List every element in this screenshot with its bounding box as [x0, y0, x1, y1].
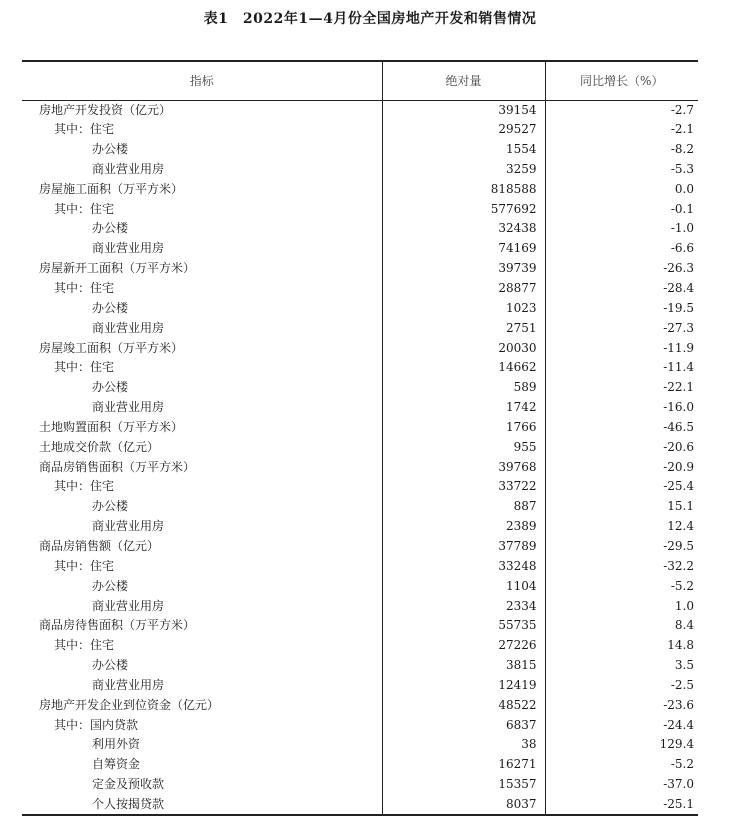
table-row: [22, 120, 698, 140]
table-row: [22, 239, 698, 259]
table-title: 表1 2022年1—4月份全国房地产开发和销售情况: [203, 11, 537, 27]
absolute-value-cell: 20030: [382, 338, 545, 358]
indicator-cell: 商业营业用房: [92, 598, 165, 613]
absolute-value-cell: 29527: [382, 120, 545, 140]
indicator-cell: 商品房销售面积（万平方米）: [39, 459, 196, 474]
table-row: [22, 219, 698, 239]
indicator-cell: 办公楼: [92, 142, 129, 157]
growth-cell: 14.8: [545, 636, 698, 656]
table-row: [22, 199, 698, 219]
absolute-value-cell: 14662: [382, 358, 545, 378]
absolute-value-cell: 27226: [382, 636, 545, 656]
indicator-cell: 定金及预收款: [92, 777, 165, 792]
table-row: [22, 695, 698, 715]
growth-cell: -6.6: [545, 239, 698, 259]
growth-cell: 15.1: [545, 497, 698, 517]
growth-cell: 129.4: [545, 735, 698, 755]
indicator-cell: 商业营业用房: [92, 519, 165, 534]
indicator-cell: 房地产开发企业到位资金（亿元）: [39, 697, 220, 712]
growth-cell: -29.5: [545, 537, 698, 557]
growth-cell: -24.4: [545, 715, 698, 735]
indicator-cell: 其中：国内贷款: [54, 717, 139, 732]
table-header-row: [22, 61, 698, 100]
table-row: [22, 517, 698, 537]
growth-cell: 3.5: [545, 656, 698, 676]
absolute-value-cell: 39768: [382, 457, 545, 477]
indicator-cell: 其中：住宅: [54, 638, 115, 653]
column-header-indicator: 指标: [22, 61, 382, 100]
growth-cell: -8.2: [545, 140, 698, 160]
absolute-value-cell: 887: [382, 497, 545, 517]
indicator-cell: 办公楼: [92, 578, 129, 593]
indicator-cell: 商业营业用房: [92, 241, 165, 256]
table-row: [22, 596, 698, 616]
indicator-cell: 房地产开发投资（亿元）: [39, 102, 172, 117]
table-row: [22, 140, 698, 160]
table-row: [22, 735, 698, 755]
growth-cell: -46.5: [545, 418, 698, 438]
absolute-value-cell: 1023: [382, 298, 545, 318]
table-row: [22, 437, 698, 457]
absolute-value-cell: 2389: [382, 517, 545, 537]
statistics-table: [22, 60, 698, 816]
absolute-value-cell: 818588: [382, 179, 545, 199]
absolute-value-cell: 2751: [382, 318, 545, 338]
table-row: [22, 556, 698, 576]
absolute-value-cell: 32438: [382, 219, 545, 239]
table-row: [22, 279, 698, 299]
table-row: [22, 259, 698, 279]
growth-cell: -27.3: [545, 318, 698, 338]
column-header-absolute: 绝对量: [382, 61, 545, 100]
absolute-value-cell: 1766: [382, 418, 545, 438]
growth-cell: -26.3: [545, 259, 698, 279]
absolute-value-cell: 16271: [382, 755, 545, 775]
growth-cell: -0.1: [545, 199, 698, 219]
growth-cell: -19.5: [545, 298, 698, 318]
indicator-cell: 其中：住宅: [54, 281, 115, 296]
indicator-cell: 房屋施工面积（万平方米）: [39, 181, 184, 196]
absolute-value-cell: 1104: [382, 576, 545, 596]
absolute-value-cell: 8037: [382, 795, 545, 815]
indicator-cell: 房屋新开工面积（万平方米）: [39, 261, 196, 276]
table-row: [22, 755, 698, 775]
indicator-cell: 房屋竣工面积（万平方米）: [39, 340, 184, 355]
table-row: [22, 160, 698, 180]
absolute-value-cell: 1742: [382, 398, 545, 418]
table-row: [22, 497, 698, 517]
absolute-value-cell: 589: [382, 378, 545, 398]
indicator-cell: 土地成交价款（亿元）: [39, 439, 160, 454]
absolute-value-cell: 15357: [382, 775, 545, 795]
growth-cell: -2.5: [545, 675, 698, 695]
indicator-cell: 其中：住宅: [54, 201, 115, 216]
indicator-cell: 办公楼: [92, 380, 129, 395]
growth-cell: -2.1: [545, 120, 698, 140]
absolute-value-cell: 577692: [382, 199, 545, 219]
column-header-growth: 同比增长（%）: [545, 61, 698, 100]
table-row: [22, 298, 698, 318]
absolute-value-cell: 955: [382, 437, 545, 457]
growth-cell: -16.0: [545, 398, 698, 418]
absolute-value-cell: 6837: [382, 715, 545, 735]
indicator-cell: 商品房销售额（亿元）: [39, 538, 160, 553]
growth-cell: -22.1: [545, 378, 698, 398]
table-row: [22, 636, 698, 656]
indicator-cell: 商业营业用房: [92, 161, 165, 176]
absolute-value-cell: 48522: [382, 695, 545, 715]
absolute-value-cell: 33722: [382, 477, 545, 497]
growth-cell: -25.4: [545, 477, 698, 497]
growth-cell: -37.0: [545, 775, 698, 795]
table-row: [22, 100, 698, 120]
table-body: [22, 100, 698, 815]
growth-cell: -25.1: [545, 795, 698, 815]
table-row: [22, 358, 698, 378]
indicator-cell: 商业营业用房: [92, 677, 165, 692]
absolute-value-cell: 33248: [382, 556, 545, 576]
indicator-cell: 商业营业用房: [92, 320, 165, 335]
table-row: [22, 398, 698, 418]
indicator-cell: 其中：住宅: [54, 360, 115, 375]
absolute-value-cell: 37789: [382, 537, 545, 557]
absolute-value-cell: 39154: [382, 100, 545, 120]
growth-cell: -2.7: [545, 100, 698, 120]
absolute-value-cell: 3259: [382, 160, 545, 180]
table-row: [22, 418, 698, 438]
table-row: [22, 576, 698, 596]
indicator-cell: 其中：住宅: [54, 558, 115, 573]
indicator-cell: 利用外资: [92, 737, 141, 752]
growth-cell: -5.2: [545, 755, 698, 775]
growth-cell: -32.2: [545, 556, 698, 576]
indicator-cell: 办公楼: [92, 499, 129, 514]
absolute-value-cell: 55735: [382, 616, 545, 636]
absolute-value-cell: 12419: [382, 675, 545, 695]
absolute-value-cell: 28877: [382, 279, 545, 299]
absolute-value-cell: 74169: [382, 239, 545, 259]
growth-cell: -20.9: [545, 457, 698, 477]
table-row: [22, 715, 698, 735]
table-row: [22, 656, 698, 676]
absolute-value-cell: 2334: [382, 596, 545, 616]
indicator-cell: 办公楼: [92, 300, 129, 315]
growth-cell: -5.3: [545, 160, 698, 180]
indicator-cell: 商品房待售面积（万平方米）: [39, 618, 196, 633]
table-row: [22, 457, 698, 477]
table-row: [22, 775, 698, 795]
indicator-cell: 其中：住宅: [54, 122, 115, 137]
growth-cell: -28.4: [545, 279, 698, 299]
table-row: [22, 795, 698, 815]
absolute-value-cell: 38: [382, 735, 545, 755]
indicator-cell: 自筹资金: [92, 757, 141, 772]
growth-cell: -1.0: [545, 219, 698, 239]
table-row: [22, 537, 698, 557]
table-row: [22, 675, 698, 695]
growth-cell: -23.6: [545, 695, 698, 715]
table-row: [22, 318, 698, 338]
table-row: [22, 378, 698, 398]
table-row: [22, 338, 698, 358]
indicator-cell: 其中：住宅: [54, 479, 115, 494]
growth-cell: -20.6: [545, 437, 698, 457]
absolute-value-cell: 1554: [382, 140, 545, 160]
table-row: [22, 616, 698, 636]
indicator-cell: 个人按揭贷款: [22, 795, 382, 815]
growth-cell: -11.4: [545, 358, 698, 378]
growth-cell: 12.4: [545, 517, 698, 537]
indicator-cell: 办公楼: [92, 221, 129, 236]
table-row: [22, 179, 698, 199]
absolute-value-cell: 3815: [382, 656, 545, 676]
growth-cell: -5.2: [545, 576, 698, 596]
indicator-cell: 土地购置面积（万平方米）: [39, 419, 184, 434]
indicator-cell: 商业营业用房: [92, 400, 165, 415]
growth-cell: 1.0: [545, 596, 698, 616]
growth-cell: 0.0: [545, 179, 698, 199]
growth-cell: 8.4: [545, 616, 698, 636]
absolute-value-cell: 39739: [382, 259, 545, 279]
growth-cell: -11.9: [545, 338, 698, 358]
indicator-cell: 办公楼: [92, 658, 129, 673]
table-row: [22, 477, 698, 497]
